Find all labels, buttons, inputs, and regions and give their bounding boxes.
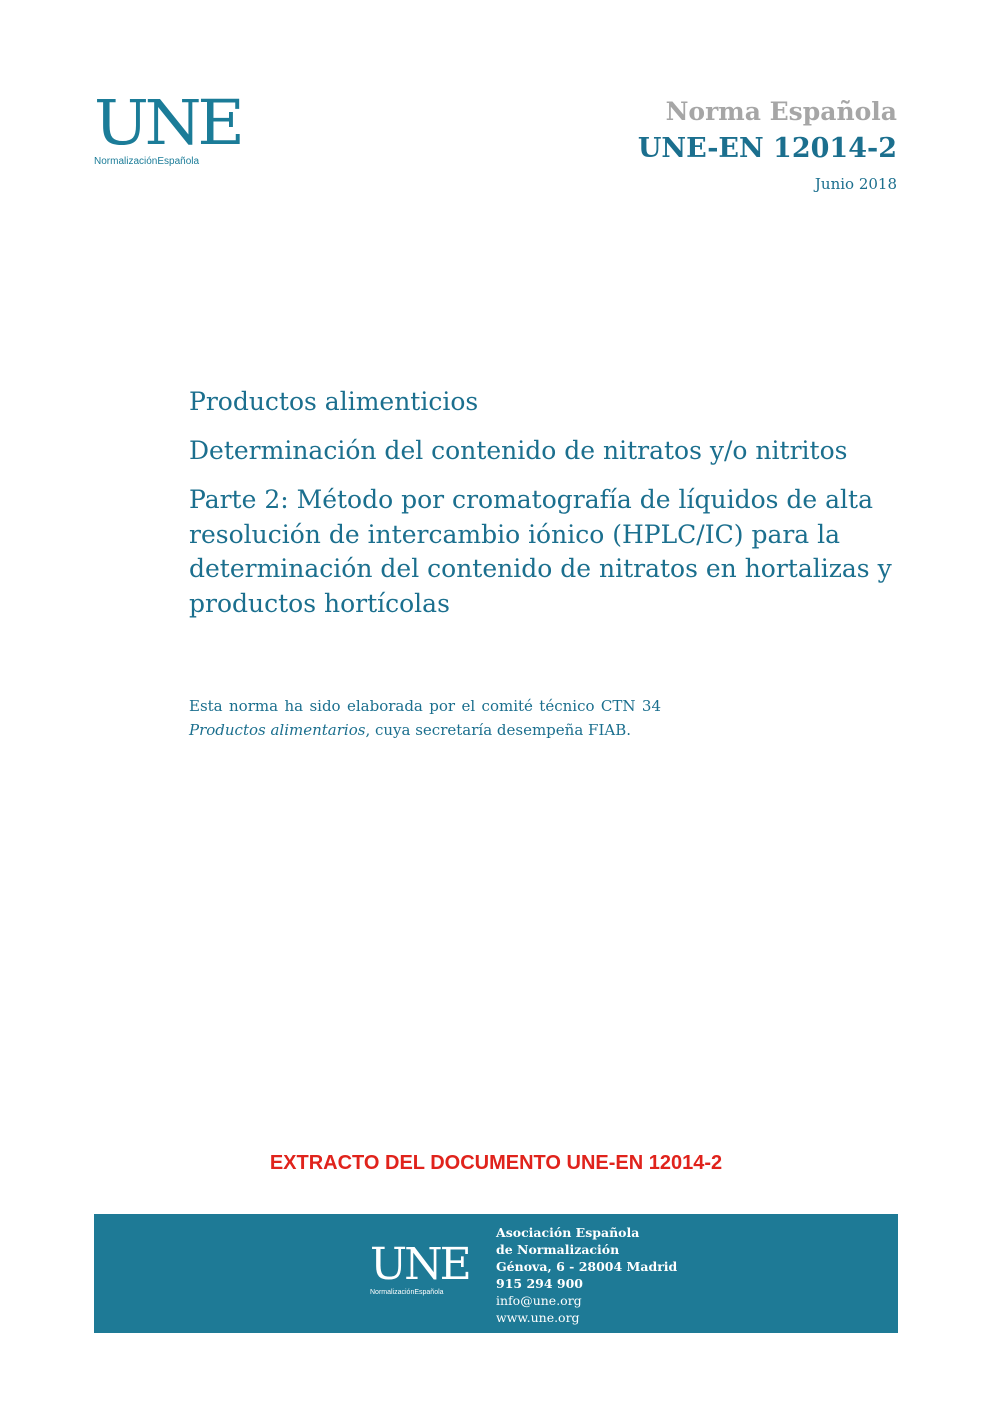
une-logo	[94, 86, 254, 167]
logo-subtitle: NormalizaciónEspañola	[94, 156, 200, 167]
committee-prefix: Esta norma ha sido elaborada por el comité técnico CTN 34	[189, 697, 661, 715]
postal-address: Génova, 6 - 28004 Madrid	[496, 1259, 678, 1274]
norma-label: Norma Española	[665, 97, 897, 126]
footer-logo-subtitle: NormalizaciónEspañola	[370, 1289, 444, 1296]
norma-date: Junio 2018	[814, 175, 897, 193]
web-link[interactable]: www.une.org	[496, 1310, 580, 1325]
phone-number: 915 294 900	[496, 1276, 583, 1291]
footer-logo-text: UNE	[370, 1239, 469, 1290]
logo-text: UNE	[94, 86, 241, 159]
email-link[interactable]: info@une.org	[496, 1293, 582, 1308]
title-line-3: Parte 2: Método por cromatografía de líquidos de alta resolución de intercambio iónico (HPLC/IC) para la determinación del contenido de nitratos en hortalizas y productos hortícolas	[189, 485, 892, 618]
footer-address	[496, 1224, 677, 1326]
footer-logo	[370, 1239, 480, 1296]
org-name-line-2: de Normalización	[496, 1242, 620, 1257]
document-titles	[189, 385, 909, 621]
footer-bar	[94, 1214, 898, 1333]
committee-statement	[189, 694, 661, 742]
org-name-line-1: Asociación Española	[496, 1225, 640, 1240]
norma-code: UNE-EN 12014-2	[637, 133, 897, 164]
title-line-2: Determinación del contenido de nitratos y/o nitritos	[189, 436, 848, 465]
extract-banner: EXTRACTO DEL DOCUMENTO UNE-EN 12014-2	[269, 1152, 723, 1174]
document-header	[638, 95, 897, 193]
title-line-1: Productos alimenticios	[189, 387, 479, 416]
committee-name: Productos alimentarios	[189, 721, 366, 739]
committee-suffix: , cuya secretaría desempeña FIAB.	[365, 721, 631, 739]
